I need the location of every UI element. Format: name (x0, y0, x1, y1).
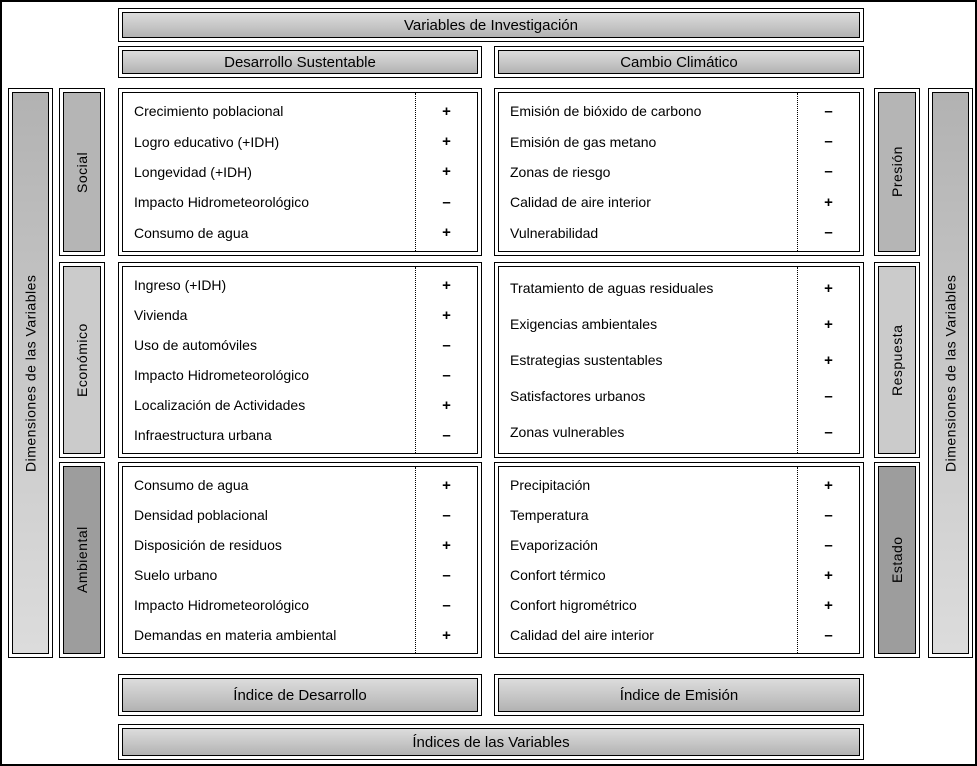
variable-name: Infraestructura urbana (134, 427, 272, 443)
variable-name: Demandas en materia ambiental (134, 627, 337, 643)
variable-name: Estrategias sustentables (510, 352, 663, 368)
respuesta-variables-box (498, 266, 860, 454)
variable-name: Impacto Hidrometeorológico (134, 367, 310, 383)
variable-sign: – (824, 224, 833, 242)
ambiental-variables-frame (118, 462, 482, 658)
variable-sign: – (824, 536, 833, 554)
variable-name: Temperatura (510, 507, 589, 523)
row-label-presion-frame (874, 88, 920, 256)
variable-sign: + (824, 566, 833, 584)
variable-sign: – (442, 193, 451, 211)
variable-sign: + (824, 596, 833, 614)
variable-name: Longevidad (+IDH) (134, 163, 252, 180)
respuesta-variables-frame (494, 262, 864, 458)
variable-sign: + (442, 163, 451, 181)
row-label-social-frame (59, 88, 105, 256)
variable-sign: – (442, 426, 451, 444)
variable-name: Confort higrométrico (510, 597, 637, 613)
row-label-respuesta: Respuesta (878, 266, 916, 454)
variable-sign: + (442, 626, 451, 644)
row-label-social: Social (63, 92, 101, 252)
variable-name: Consumo de agua (134, 477, 249, 493)
variable-name: Confort térmico (510, 567, 606, 583)
social-variable-names (123, 93, 415, 251)
presion-variables-box (498, 92, 860, 252)
ambiental-variables-box (122, 466, 478, 654)
variable-name: Consumo de agua (134, 224, 249, 241)
row-label-presion: Presión (878, 92, 916, 252)
index-desarrollo-frame (118, 674, 482, 716)
variable-name: Emisión de bióxido de carbono (510, 103, 702, 120)
variable-sign: – (442, 506, 451, 524)
row-label-respuesta-frame (874, 262, 920, 458)
left-dimensions-frame (8, 88, 53, 658)
economico-variables-box (122, 266, 478, 454)
ambiental-variable-names (123, 467, 415, 653)
variable-name: Exigencias ambientales (510, 316, 658, 332)
variable-name: Emisión de gas metano (510, 133, 657, 150)
row-label-estado: Estado (878, 466, 916, 654)
index-emision: Índice de Emisión (498, 678, 860, 712)
variable-name: Satisfactores urbanos (510, 388, 646, 404)
top-title-frame (118, 8, 864, 42)
ambiental-variable-signs (415, 467, 477, 653)
variable-sign: + (442, 224, 451, 242)
variable-sign: – (442, 336, 451, 354)
left-dimensions-label: Dimensiones de las Variables (12, 92, 49, 654)
column-header-desarrollo: Desarrollo Sustentable (122, 50, 478, 74)
variable-sign: + (824, 351, 833, 369)
row-label-economico: Económico (63, 266, 101, 454)
row-label-ambiental: Ambiental (63, 466, 101, 654)
column-header-cambio: Cambio Climático (498, 50, 860, 74)
presion-variable-names (499, 93, 797, 251)
estado-variables-box (498, 466, 860, 654)
estado-variables-frame (494, 462, 864, 658)
row-label-economico-frame (59, 262, 105, 458)
variable-sign: – (442, 596, 451, 614)
variable-name: Disposición de residuos (134, 537, 282, 553)
variable-name: Impacto Hidrometeorológico (134, 597, 310, 613)
row-label-estado-frame (874, 462, 920, 658)
right-dimensions-label: Dimensiones de las Variables (932, 92, 969, 654)
estado-variable-names (499, 467, 797, 653)
index-emision-frame (494, 674, 864, 716)
variable-sign: + (442, 306, 451, 324)
right-dimensions-frame (928, 88, 973, 658)
indices-title-frame (118, 724, 864, 760)
top-title: Variables de Investigación (122, 12, 860, 38)
variable-name: Suelo urbano (134, 567, 218, 583)
variable-name: Evaporización (510, 537, 598, 553)
variable-sign: – (824, 387, 833, 405)
variable-sign: + (442, 476, 451, 494)
variable-sign: + (824, 279, 833, 297)
variable-sign: + (442, 276, 451, 294)
variable-sign: + (442, 133, 451, 151)
index-desarrollo: Índice de Desarrollo (122, 678, 478, 712)
column-header-cambio-frame (494, 46, 864, 78)
variable-name: Densidad poblacional (134, 507, 268, 523)
variable-sign: + (442, 102, 451, 120)
variable-sign: + (824, 476, 833, 494)
variable-name: Localización de Actividades (134, 397, 306, 413)
variable-sign: + (824, 193, 833, 211)
variable-sign: – (442, 366, 451, 384)
indices-title: Índices de las Variables (122, 728, 860, 756)
variable-name: Crecimiento poblacional (134, 103, 284, 120)
column-header-desarrollo-frame (118, 46, 482, 78)
variable-name: Calidad del aire interior (510, 627, 654, 643)
variable-sign: – (824, 506, 833, 524)
variable-name: Uso de automóviles (134, 337, 257, 353)
variable-name: Vivienda (134, 307, 188, 323)
respuesta-variable-signs (797, 267, 859, 453)
variable-name: Precipitación (510, 477, 591, 493)
row-label-ambiental-frame (59, 462, 105, 658)
variable-sign: – (824, 423, 833, 441)
variable-sign: + (824, 315, 833, 333)
variable-name: Logro educativo (+IDH) (134, 133, 280, 150)
variable-sign: – (824, 163, 833, 181)
variable-name: Calidad de aire interior (510, 194, 651, 211)
economico-variables-frame (118, 262, 482, 458)
variable-sign: + (442, 536, 451, 554)
variable-name: Vulnerabilidad (510, 224, 599, 241)
social-variables-frame (118, 88, 482, 256)
variable-name: Zonas de riesgo (510, 163, 611, 180)
variable-name: Ingreso (+IDH) (134, 277, 227, 293)
respuesta-variable-names (499, 267, 797, 453)
social-variable-signs (415, 93, 477, 251)
presion-variable-signs (797, 93, 859, 251)
economico-variable-signs (415, 267, 477, 453)
variable-name: Zonas vulnerables (510, 424, 625, 440)
variable-sign: + (442, 396, 451, 414)
variable-sign: – (824, 102, 833, 120)
variable-sign: – (824, 626, 833, 644)
variable-sign: – (824, 133, 833, 151)
presion-variables-frame (494, 88, 864, 256)
variable-name: Tratamiento de aguas residuales (510, 280, 714, 296)
variable-name: Impacto Hidrometeorológico (134, 194, 310, 211)
estado-variable-signs (797, 467, 859, 653)
variable-sign: – (442, 566, 451, 584)
social-variables-box (122, 92, 478, 252)
economico-variable-names (123, 267, 415, 453)
